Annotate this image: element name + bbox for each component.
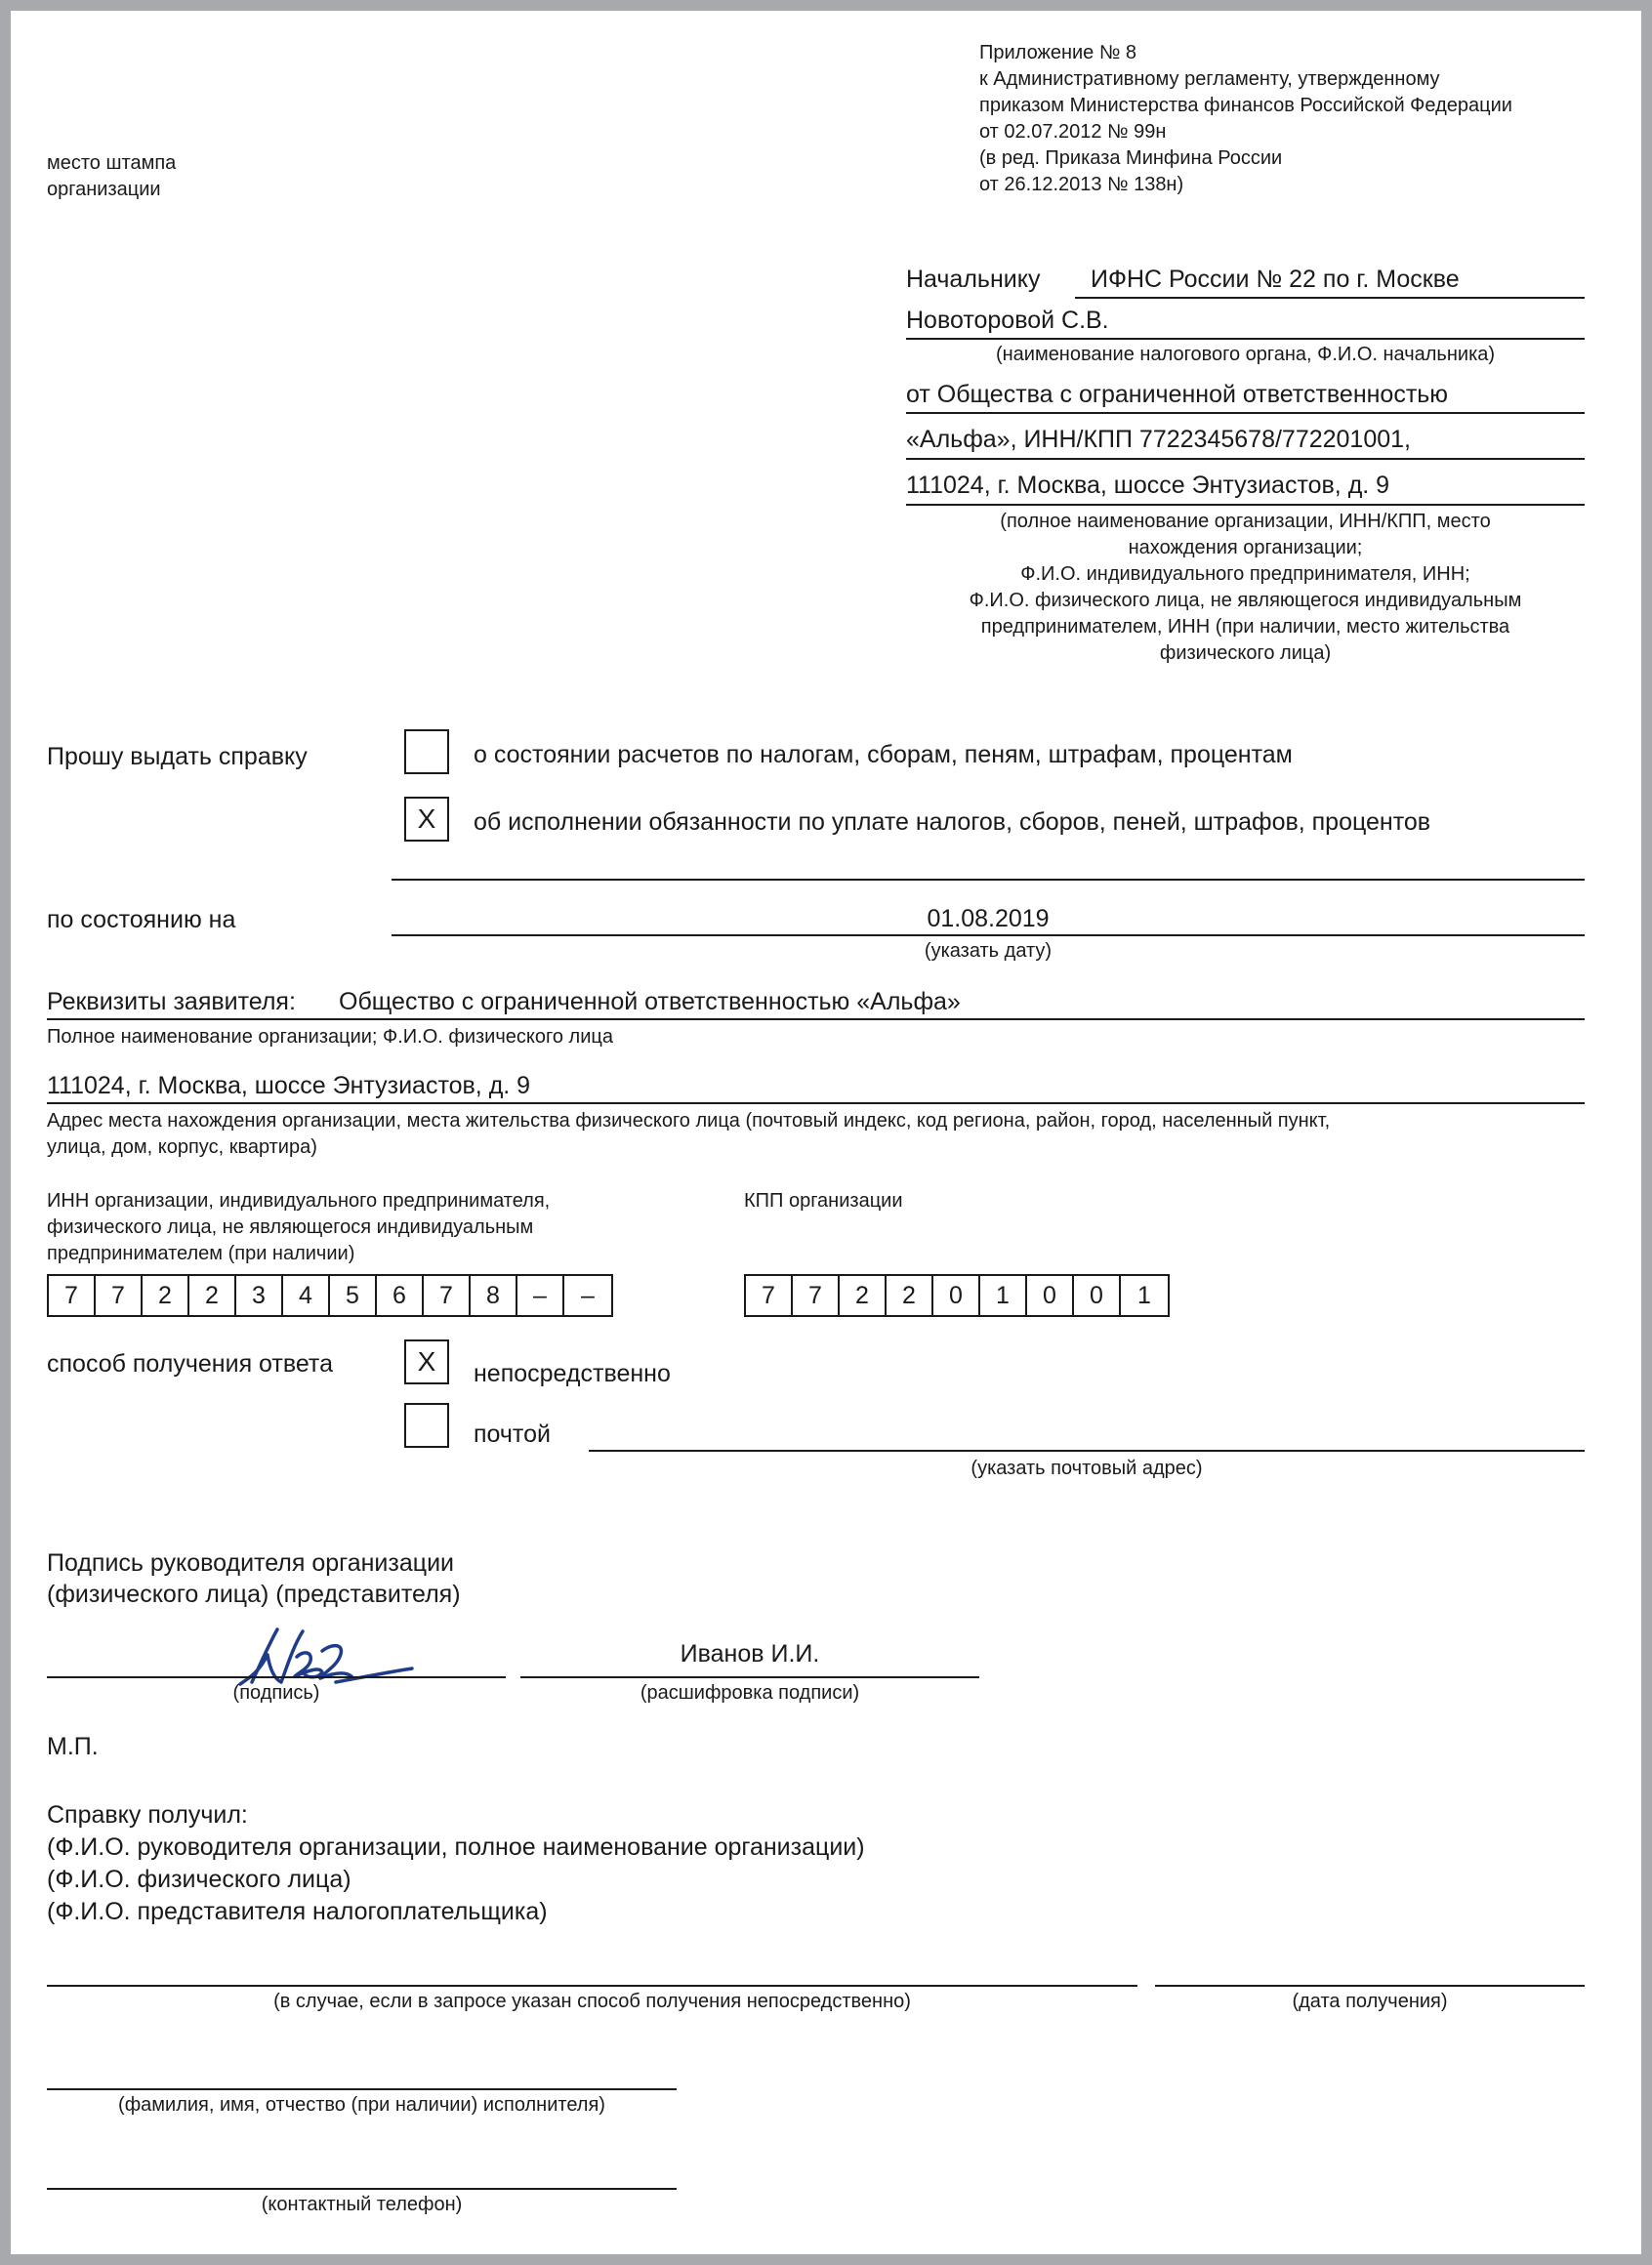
delivery-label: способ получения ответа [47,1350,334,1378]
appendix-line: Приложение № 8 [979,42,1136,63]
stamp-place-label: организации [47,179,161,200]
inn-digit: 4 [283,1276,330,1315]
appendix-line: (в ред. Приказа Минфина России [979,147,1283,169]
inn-digit: – [581,1282,595,1309]
option-obligations-checkbox[interactable]: X [404,797,449,842]
option-settlements-text: о состоянии расчетов по налогам, сборам, пеням, штрафам, процентам [474,741,1293,768]
applicant-address-caption: Адрес места нахождения организации, места жительства физического лица (почтовый индекс, код региона, район, город, населенный пункт, улица, дом, корпус, квартира) [47,1110,1331,1158]
decoded-signature-name: Иванов И.И. [680,1640,820,1668]
tax-office-name: ИФНС России № 22 по г. Москве [1091,266,1460,293]
from-caption: (полное наименование организации, ИНН/КПП, место нахождения организации; Ф.И.О. индивидуального предпринимателя, ИНН; Ф.И.О. физического лица, не являющегося индивидуальным предпринимателем, ИНН (при наличии, место жительства физического лица) [969,511,1522,664]
tax-office-underline [1075,297,1585,299]
from-line-1: от Общества с ограниченной ответственностью [906,381,1449,408]
inn-digit: 8 [471,1276,517,1315]
option-settlements-checkbox[interactable] [404,729,449,774]
received-underline [47,1985,1137,1987]
appendix-line: приказом Министерства финансов Российской Федерации [979,95,1512,116]
kpp-digit: 7 [793,1276,840,1315]
inn-digit: 6 [377,1276,424,1315]
from-line-2: «Альфа», ИНН/КПП 7722345678/772201001, [906,426,1411,453]
applicant-address-underline [47,1102,1585,1104]
inn-digit: 2 [143,1276,189,1315]
tax-office-head: Новоторовой С.В. [906,307,1109,334]
inn-digit: 5 [330,1276,377,1315]
applicant-address: 111024, г. Москва, шоссе Энтузиастов, д. 9 [47,1072,531,1099]
decoded-signature-underline [520,1676,979,1678]
appendix-line: к Административному регламенту, утвержденному [979,68,1440,90]
addressee-label: Начальнику [906,266,1041,293]
request-separator [392,879,1585,881]
appendix-line: от 26.12.2013 № 138н) [979,174,1184,195]
kpp-digit: 2 [887,1276,933,1315]
receive-date-underline [1155,1985,1585,1987]
application-form-page [11,11,1641,2254]
as-of-date: 01.08.2019 [927,905,1050,932]
as-of-label: по состоянию на [47,906,236,933]
executor-phone-underline [47,2188,677,2190]
mail-address-caption: (указать почтовый адрес) [971,1458,1203,1479]
inn-digit: 2 [189,1276,236,1315]
from-underline-1 [906,412,1585,414]
applicant-name: Общество с ограниченной ответственностью «Альфа» [339,988,961,1015]
kpp-digit: 0 [933,1276,980,1315]
request-label: Прошу выдать справку [47,743,308,770]
kpp-digit: 1 [1137,1282,1151,1309]
executor-name-caption: (фамилия, имя, отчество (при наличии) исполнителя) [118,2094,605,2116]
option-obligations-text: об исполнении обязанности по уплате налогов, сборов, пеней, штрафов, процентов [474,808,1431,836]
as-of-underline [392,934,1585,936]
applicant-name-caption: Полное наименование организации; Ф.И.О. физического лица [47,1026,613,1048]
inn-label: ИНН организации, индивидуального предпринимателя, физического лица, не являющегося индивидуальным предпринимателем (при наличии) [47,1190,551,1264]
kpp-digit: 1 [980,1276,1027,1315]
delivery-mail-text: почтой [474,1421,551,1448]
signature-title: Подпись руководителя организации (физического лица) (представителя) [47,1549,461,1608]
tax-office-caption: (наименование налогового органа, Ф.И.О. начальника) [995,344,1496,365]
kpp-label: КПП организации [744,1190,903,1212]
mail-address-underline [589,1450,1585,1452]
kpp-digit: 2 [840,1276,887,1315]
received-title: Справку получил: (Ф.И.О. руководителя организации, полное наименование организации) (Ф.И.О. физического лица) (Ф.И.О. представителя налогоплательщика) [47,1801,865,1925]
inn-digit: – [517,1276,564,1315]
as-of-caption: (указать дату) [924,940,1053,962]
delivery-mail-checkbox[interactable] [404,1403,449,1448]
decoded-signature-caption: (расшифровка подписи) [640,1682,860,1704]
kpp-cells [744,1274,1170,1317]
executor-name-underline [47,2088,677,2090]
signature-underline [47,1676,506,1678]
inn-digit: 3 [236,1276,283,1315]
applicant-label: Реквизиты заявителя: [47,988,296,1015]
signature-caption: (подпись) [232,1682,320,1704]
delivery-direct-checkbox[interactable]: X [404,1339,449,1384]
from-underline-3 [906,504,1585,506]
kpp-digit: 7 [746,1276,793,1315]
executor-phone-caption: (контактный телефон) [261,2194,463,2215]
kpp-digit: 0 [1027,1276,1074,1315]
received-caption: (в случае, если в запросе указан способ получения непосредственно) [273,1991,911,2012]
appendix-line: от 02.07.2012 № 99н [979,121,1167,143]
inn-cells [47,1274,613,1317]
stamp-place-label: место штампа [47,152,177,174]
tax-office-head-underline [906,338,1585,340]
receive-date-caption: (дата получения) [1292,1991,1448,2012]
from-line-3: 111024, г. Москва, шоссе Энтузиастов, д. 9 [906,472,1390,499]
inn-digit: 7 [424,1276,471,1315]
delivery-direct-text: непосредственно [474,1360,671,1387]
stamp-mark-mp: М.П. [47,1733,99,1760]
applicant-name-underline [47,1018,1585,1020]
kpp-digit: 0 [1074,1276,1121,1315]
from-underline-2 [906,458,1585,460]
inn-digit: 7 [49,1276,96,1315]
inn-digit: 7 [96,1276,143,1315]
